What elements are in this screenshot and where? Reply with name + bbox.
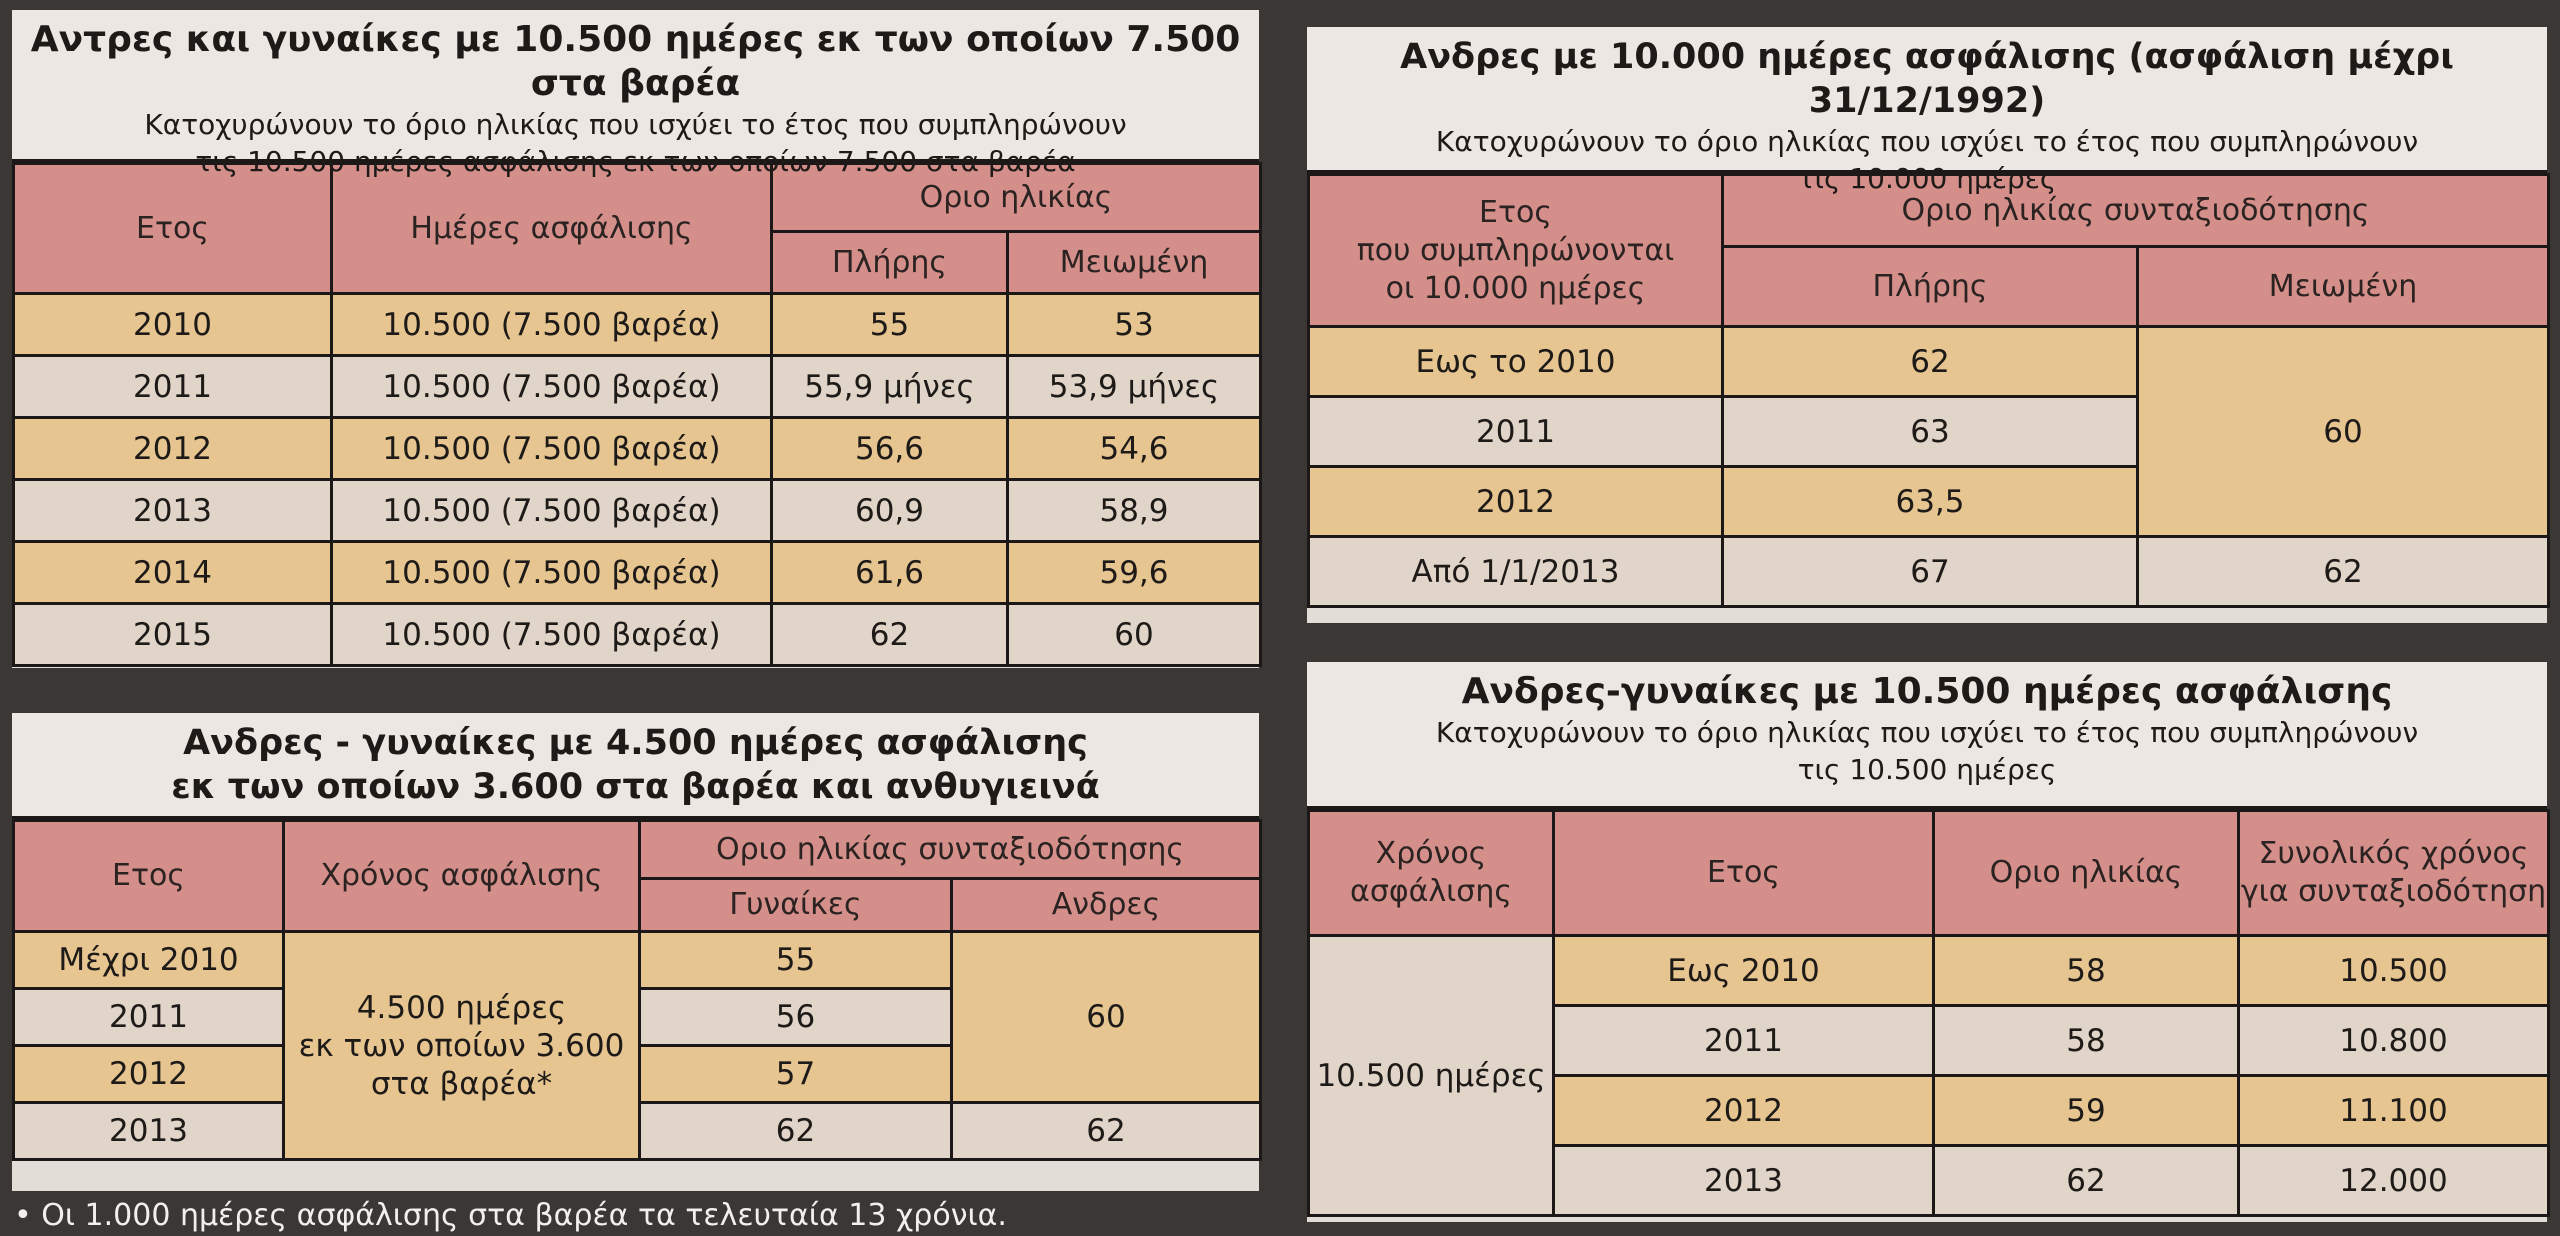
table1-cell-days: 10.500 (7.500 βαρέα) [332,294,772,356]
table1-col-reduced: Μειωμένη [1008,232,1261,294]
table1-col-age-limit: Οριο ηλικίας [772,164,1261,232]
table1-cell-full: 55 [772,294,1008,356]
table4-cell-age: 58 [1934,1006,2239,1076]
table4-panel [1307,662,2547,1222]
table3-cell-reduced-merged: 60 [2138,327,2549,537]
table1-cell-days: 10.500 (7.500 βαρέα) [332,356,772,418]
table2-cell-men-merged: 60 [952,932,1261,1103]
table4-cell-total: 10.800 [2239,1006,2549,1076]
table1-cell-full: 62 [772,604,1008,666]
table2-cell-time-merged [284,932,640,1160]
table2-footnote: • Οι 1.000 ημέρες ασφάλισης στα βαρέα τα τελευταία 13 χρόνια. [14,1198,1007,1233]
table3-cell-reduced: 62 [2138,537,2549,607]
table4-col-age-limit: Οριο ηλικίας [1934,811,2239,936]
table4-cell-age: 62 [1934,1146,2239,1216]
table1-cell-reduced: 53 [1008,294,1261,356]
table3-cell-full: 62 [1723,327,2138,397]
table1-cell-days: 10.500 (7.500 βαρέα) [332,480,772,542]
table2-col-women: Γυναίκες [640,879,952,932]
table3-subtitle-line1: Κατοχυρώνουν το όριο ηλικίας που ισχύει το έτος που συμπληρώνουν [1435,125,2419,158]
table4-cell-total: 11.100 [2239,1076,2549,1146]
table-row [1309,327,2549,397]
table3-col-year-line2: που συμπληρώνονται [1356,232,1675,268]
table2-cell-women: 62 [640,1103,952,1160]
table4 [1307,809,2550,1217]
table4-col-total-line1: Συνολικός χρόνος [2258,836,2529,871]
table3-col-full: Πλήρης [1723,247,2138,327]
table4-col-time-line2: ασφάλισης [1350,874,1512,909]
table-row [14,604,1261,666]
table2-header [12,713,1259,819]
table4-cell-age: 59 [1934,1076,2239,1146]
table1-panel [12,10,1259,668]
table1-cell-year: 2011 [14,356,332,418]
table2-title-line2: εκ των οποίων 3.600 στα βαρέα και ανθυγιεινά [171,767,1100,807]
table2-col-age-limit: Οριο ηλικίας συνταξιοδότησης [640,821,1261,879]
table3-cell-full: 67 [1723,537,2138,607]
table1-title: Αντρες και γυναίκες με 10.500 ημέρες εκ των οποίων 7.500 στα βαρέα [30,19,1241,104]
table3-col-reduced: Μειωμένη [2138,247,2549,327]
table1-col-year: Ετος [14,164,332,294]
table1-cell-year: 2010 [14,294,332,356]
table2-cell-women: 56 [640,989,952,1046]
table3-panel [1307,27,2547,623]
table2-time-line1: 4.500 ημέρες [356,989,567,1026]
table4-cell-year: 2012 [1554,1076,1934,1146]
table3-cell-year: Εως το 2010 [1309,327,1723,397]
table2-time-line2: εκ των οποίων 3.600 [298,1027,625,1064]
table4-col-time [1309,811,1554,936]
table2-cell-year: 2012 [14,1046,284,1103]
table4-cell-total: 12.000 [2239,1146,2549,1216]
table1-cell-full: 56,6 [772,418,1008,480]
table1-cell-days: 10.500 (7.500 βαρέα) [332,604,772,666]
table3-col-year-line3: οι 10.000 ημέρες [1385,270,1646,306]
table3-cell-year: 2012 [1309,467,1723,537]
table4-col-total [2239,811,2549,936]
table1-cell-full: 61,6 [772,542,1008,604]
table4-cell-year: 2013 [1554,1146,1934,1216]
table-row [14,418,1261,480]
table3-cell-full: 63,5 [1723,467,2138,537]
table1-subtitle-line1: Κατοχυρώνουν το όριο ηλικίας που ισχύει το έτος που συμπληρώνουν [144,108,1127,141]
table-row [1309,537,2549,607]
table2-cell-year: Μέχρι 2010 [14,932,284,989]
table2-time-line3: στα βαρέα* [370,1065,553,1102]
table1-cell-reduced: 59,6 [1008,542,1261,604]
table3-cell-year: 2011 [1309,397,1723,467]
table2-panel [12,713,1259,1191]
table1-cell-reduced: 60 [1008,604,1261,666]
table1-subtitle-line2: τις 10.500 ημέρες ασφάλισης εκ των οποίων 7.500 στα βαρέα [195,145,1076,178]
table4-col-time-line1: Χρόνος [1375,836,1487,871]
table1-col-full: Πλήρης [772,232,1008,294]
table3 [1307,173,2550,608]
table3-col-age-limit: Οριο ηλικίας συνταξιοδότησης [1723,175,2549,247]
table1-col-days: Ημέρες ασφάλισης [332,164,772,294]
table2-cell-women: 57 [640,1046,952,1103]
table4-header [1307,662,2547,809]
table2-title-line1: Ανδρες - γυναίκες με 4.500 ημέρες ασφάλισης [183,723,1088,763]
table3-col-year-line1: Ετος [1479,194,1552,230]
table1-cell-full: 60,9 [772,480,1008,542]
table4-cell-age: 58 [1934,936,2239,1006]
table3-header [1307,27,2547,195]
table1-cell-reduced: 53,9 μήνες [1008,356,1261,418]
table4-cell-time-merged: 10.500 ημέρες [1309,936,1554,1216]
table4-title: Ανδρες-γυναίκες με 10.500 ημέρες ασφάλισης [1461,671,2393,712]
table3-subtitle-line2: τις 10.000 ημέρες [1797,162,2057,195]
table3-title: Ανδρες με 10.000 ημέρες ασφάλισης (ασφάλιση μέχρι 31/12/1992) [1400,37,2454,121]
table4-subtitle-line2: τις 10.500 ημέρες [1797,753,2057,786]
table4-cell-year: 2011 [1554,1006,1934,1076]
table4-col-total-line2: για συνταξιοδότηση [2240,874,2547,909]
table3-cell-full: 63 [1723,397,2138,467]
table-row [14,542,1261,604]
table1-cell-full: 55,9 μήνες [772,356,1008,418]
table2 [12,819,1262,1161]
table1-header [12,10,1259,178]
table1-cell-reduced: 58,9 [1008,480,1261,542]
table4-cell-year: Εως 2010 [1554,936,1934,1006]
table-row [1309,936,2549,1006]
table2-cell-year: 2013 [14,1103,284,1160]
table2-col-men: Ανδρες [952,879,1261,932]
table1-cell-year: 2015 [14,604,332,666]
table4-cell-total: 10.500 [2239,936,2549,1006]
table4-col-year: Ετος [1554,811,1934,936]
table-row [14,356,1261,418]
table1 [12,162,1262,667]
table1-cell-year: 2012 [14,418,332,480]
table1-cell-reduced: 54,6 [1008,418,1261,480]
table2-cell-year: 2011 [14,989,284,1046]
table2-col-year: Ετος [14,821,284,932]
table-row [14,294,1261,356]
table2-col-time: Χρόνος ασφάλισης [284,821,640,932]
table1-cell-days: 10.500 (7.500 βαρέα) [332,418,772,480]
table2-cell-women: 55 [640,932,952,989]
table-row [14,932,1261,989]
table3-cell-year: Από 1/1/2013 [1309,537,1723,607]
table1-cell-year: 2014 [14,542,332,604]
table2-cell-men: 62 [952,1103,1261,1160]
table1-cell-year: 2013 [14,480,332,542]
table3-col-year [1309,175,1723,327]
table1-cell-days: 10.500 (7.500 βαρέα) [332,542,772,604]
table-row [14,480,1261,542]
table4-subtitle-line1: Κατοχυρώνουν το όριο ηλικίας που ισχύει το έτος που συμπληρώνουν [1435,716,2419,749]
